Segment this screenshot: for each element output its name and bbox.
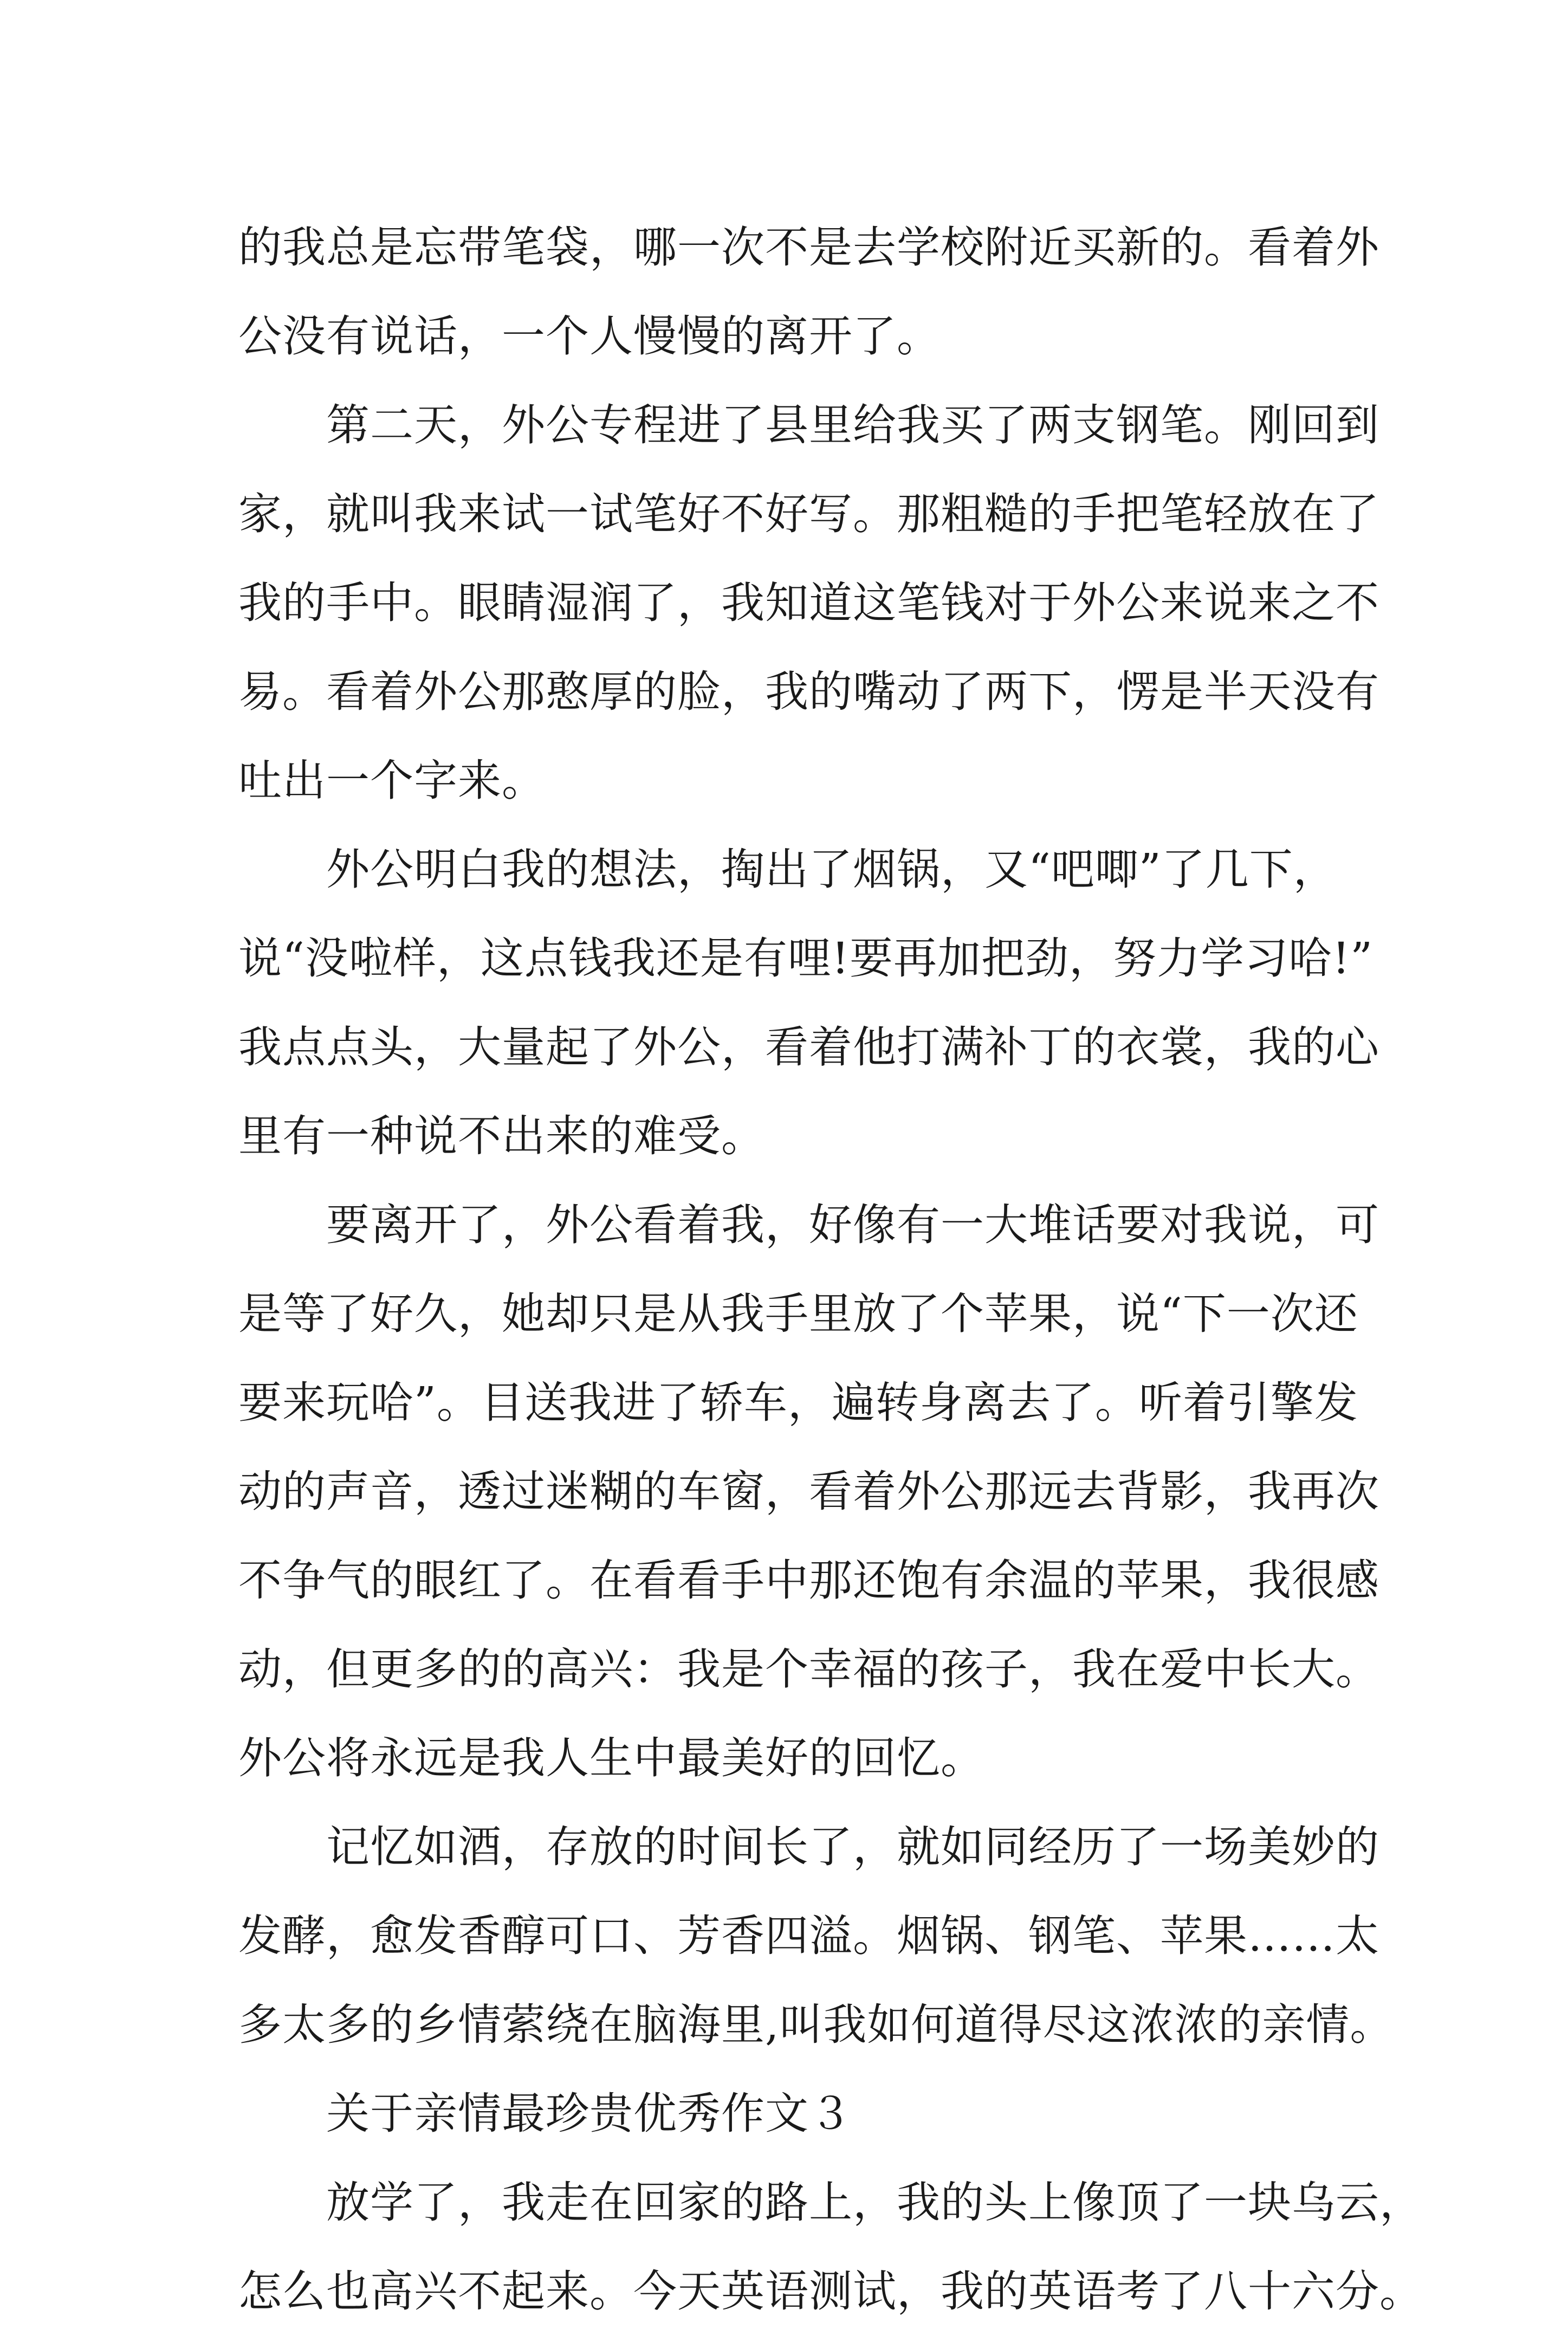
text-line: 里有一种说不出来的难受。 [238,1111,765,1161]
text-line: 家，就叫我来试一试笔好不好写。那粗糙的手把笔轻放在了 [238,489,1379,539]
text-line: 多太多的乡情萦绕在脑海里,叫我如何道得尽这浓浓的亲情。 [238,1999,1394,2050]
text-line: 外公将永远是我人生中最美好的回忆。 [238,1733,984,1783]
text-line: 易。看着外公那憨厚的脸，我的嘴动了两下，愣是半天没有 [238,666,1379,717]
text-line: 发酵，愈发香醇可口、芳香四溢。烟锅、钢笔、苹果……太 [238,1911,1379,1961]
text-line: 我的手中。眼睛湿润了，我知道这笔钱对于外公来说来之不 [238,578,1379,628]
text-line: 我点点头，大量起了外公，看着他打满补丁的衣裳，我的心 [238,1022,1379,1072]
text-line: 是等了好久，她却只是从我手里放了个苹果，说“下一次还 [238,1289,1358,1339]
text-line: 公没有说话，一个人慢慢的离开了。 [238,311,941,361]
text-line: 第二天，外公专程进了县里给我买了两支钢笔。刚回到 [238,400,1379,450]
text-line: 要离开了，外公看着我，好像有一大堆话要对我说，可 [238,1200,1379,1250]
text-line: 不争气的眼红了。在看看手中那还饱有余温的苹果，我很感 [238,1555,1379,1606]
document-body [238,203,1423,2336]
text-line: 动，但更多的的高兴：我是个幸福的孩子，我在爱中长大。 [238,1644,1379,1694]
text-line: 的我总是忘带笔袋，哪一次不是去学校附近买新的。看着外 [238,222,1379,273]
text-line: 动的声音，透过迷糊的车窗，看着外公那远去背影，我再次 [238,1466,1379,1517]
section-heading: 关于亲情最珍贵优秀作文３ [238,2088,853,2139]
text-line: 怎么也高兴不起来。今天英语测试，我的英语考了八十六分。 [238,2266,1423,2316]
text-line: 说“没啦样，这点钱我还是有哩!要再加把劲，努力学习哈!” [238,933,1373,983]
text-line: 吐出一个字来。 [238,755,546,806]
text-line: 放学了，我走在回家的路上，我的头上像顶了一块乌云， [238,2177,1423,2228]
text-line: 外公明白我的想法，掏出了烟锅，又“吧唧”了几下， [238,844,1337,895]
text-line: 记忆如酒，存放的时间长了，就如同经历了一场美妙的 [238,1822,1379,1872]
text-line: 要来玩哈”。目送我进了轿车，遍转身离去了。听着引擎发 [238,1377,1358,1428]
